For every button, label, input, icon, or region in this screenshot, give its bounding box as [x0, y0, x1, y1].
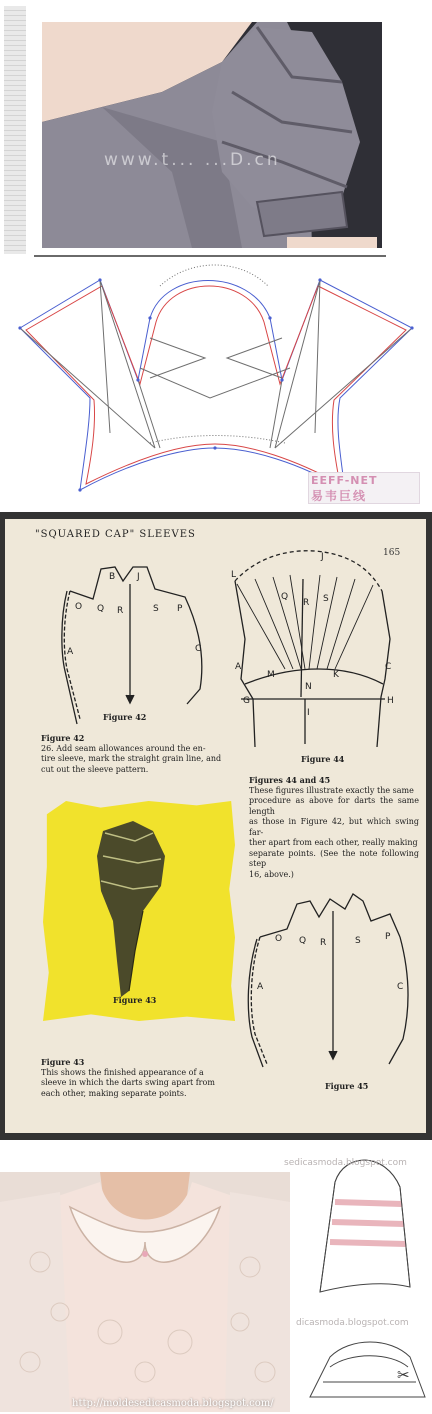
- fig45-label-r: R: [320, 938, 327, 948]
- figures-44-45-heading: Figures 44 and 45: [249, 775, 331, 785]
- figure-42-line-3: cut out the sleeve pattern.: [41, 764, 149, 774]
- figures-44-45-text: [249, 775, 419, 880]
- blouse-pattern-panel: [0, 1142, 432, 1414]
- figure-43-text: [41, 1057, 237, 1099]
- photo-watermark: www.t... ...D.cn: [104, 150, 281, 170]
- lace-blouse-photo: [0, 1172, 290, 1412]
- figure-42-line-1: 26. Add seam allowances around the en-: [41, 743, 206, 753]
- fig45-label-q: Q: [299, 936, 307, 946]
- fig42-label-q: Q: [97, 604, 105, 614]
- figures-44-45-line-2: procedure as above for darts the same length: [249, 796, 419, 816]
- side-url-watermark-2: dicasmoda.blogspot.com: [296, 1318, 409, 1328]
- figure-44-caption: Figure 44: [301, 754, 345, 764]
- page-number: 165: [383, 548, 401, 558]
- fig44-label-k: K: [333, 670, 339, 680]
- sleeve-photo-panel: [0, 0, 432, 255]
- fig44-label-g: G: [243, 696, 250, 706]
- fig45-label-p: P: [385, 932, 391, 942]
- logo-text-latin: EEFF-NET: [311, 474, 378, 487]
- fig44-label-n: N: [305, 682, 312, 692]
- figure-42-line-2: tire sleeve, mark the straight grain line, and: [41, 754, 222, 763]
- fig42-label-c: C: [195, 644, 202, 654]
- fig44-label-r: R: [303, 598, 310, 608]
- fig42-label-a: A: [67, 647, 74, 657]
- side-url-watermark-1: sedicasmoda.blogspot.com: [284, 1158, 407, 1168]
- figures-44-45-line-4: ther apart from each other, really making: [249, 838, 418, 847]
- fig42-label-b: B: [109, 572, 116, 582]
- figure-43-yellow-panel: [43, 801, 235, 1021]
- fig42-label-j: J: [137, 572, 140, 582]
- figure-42-caption: Figure 42: [103, 712, 147, 722]
- figure-43-line-3: each other, making separate points.: [41, 1088, 187, 1098]
- fig42-label-o: O: [75, 602, 83, 612]
- fig44-label-c: C: [385, 662, 392, 672]
- measuring-ruler: [4, 6, 26, 254]
- fig44-label-a: A: [235, 662, 242, 672]
- figures-44-45-line-1: These figures illustrate exactly the same: [249, 785, 414, 795]
- divider-line: [34, 255, 386, 257]
- site-logo: [308, 472, 420, 504]
- figures-44-45-line-5: separate points. (See the note following step: [249, 848, 419, 868]
- pleated-sleeve-photo: [42, 22, 382, 248]
- fig45-label-a: A: [257, 982, 264, 992]
- logo-text-cjk: 易韦巨线: [311, 489, 368, 503]
- fig44-label-h: H: [387, 696, 394, 706]
- fig44-label-m: M: [267, 670, 275, 680]
- fig44-label-i: I: [307, 708, 310, 718]
- fig42-label-p: P: [177, 604, 183, 614]
- fig42-label-s: S: [153, 604, 159, 614]
- figure-43-line-2: sleeve in which the darts swing apart from: [41, 1078, 215, 1087]
- figures-44-45-line-6: 16, above.): [249, 869, 294, 879]
- book-page: [5, 519, 426, 1133]
- figures-44-45-line-3: as those in Figure 42, but which swing far-: [249, 817, 419, 837]
- photo-url-watermark: http://moldesedicasmoda.blogspot.com/: [72, 1398, 274, 1409]
- figure-43-heading: Figure 43: [41, 1057, 85, 1067]
- figure-45-caption: Figure 45: [325, 1081, 369, 1091]
- fig44-label-q: Q: [281, 592, 289, 602]
- chapter-header: "SQUARED CAP" SLEEVES: [35, 529, 196, 540]
- figure-42-text: [41, 733, 237, 775]
- fig44-label-l: L: [231, 570, 237, 580]
- fig45-label-c: C: [397, 982, 404, 992]
- fig45-label-s: S: [355, 936, 361, 946]
- sleeve-pattern-pieces: [290, 1142, 432, 1414]
- fig44-label-s: S: [323, 594, 329, 604]
- pattern-draft-panel: [0, 258, 432, 510]
- figure-43-caption: Figure 43: [113, 995, 157, 1005]
- book-page-panel: [0, 512, 432, 1140]
- fig42-label-r: R: [117, 606, 124, 616]
- figure-42-heading: Figure 42: [41, 733, 85, 743]
- scissors-icon: ✂: [397, 1366, 410, 1384]
- fig44-label-j: J: [321, 552, 324, 562]
- figure-43-line-1: This shows the finished appearance of a: [41, 1067, 204, 1077]
- fig45-label-o: O: [275, 934, 283, 944]
